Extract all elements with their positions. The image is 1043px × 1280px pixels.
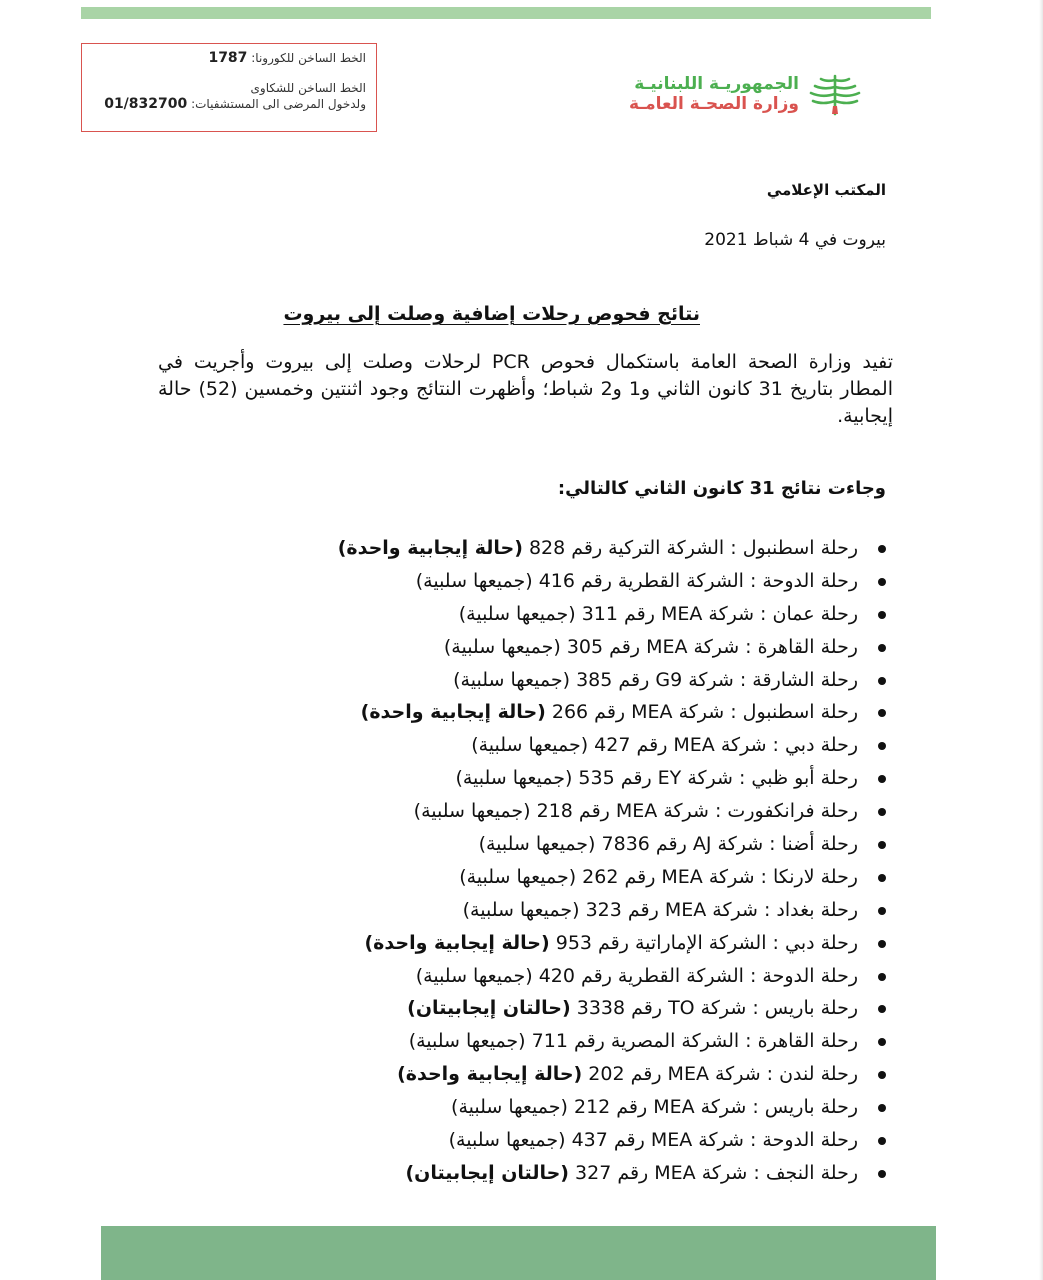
bullet-icon: [878, 775, 886, 783]
press-office-label: المكتب الإعلامي: [766, 181, 886, 199]
bullet-icon: [878, 709, 886, 717]
flight-result-item: [198, 729, 858, 762]
admission-hotline-number: 01/832700: [104, 96, 188, 112]
flight-results-list: [198, 532, 858, 1190]
intro-paragraph: تفيد وزارة الصحة العامة باستكمال فحوص PCR لرحلات وصلت إلى بيروت وأجريت في المطار بتاريخ 31 كانون الثاني و1 و2 شباط؛ وأظهرت النتائج وجود اثنتين وخمسين (52) حالة إيجابية.: [158, 351, 893, 427]
cedar-tree-icon: [805, 70, 865, 118]
bullet-icon: [878, 644, 886, 652]
admission-hotline: [92, 96, 366, 112]
bullet-icon: [878, 1104, 886, 1112]
flight-result-status: (جميعها سلبية): [451, 1096, 568, 1119]
flight-description: رحلة الدوحة : الشركة القطرية رقم 420: [532, 964, 858, 987]
corona-hotline: [92, 50, 366, 66]
results-subheading: وجاءت نتائج 31 كانون الثاني كالتالي:: [557, 478, 886, 499]
flight-result-item: [198, 696, 858, 729]
bullet-icon: [878, 1170, 886, 1178]
flight-description: رحلة فرانكفورت : شركة MEA رقم 218: [530, 800, 858, 823]
bullet-icon: [878, 1071, 886, 1079]
flight-description: رحلة لارنكا : شركة MEA رقم 262: [576, 865, 858, 888]
flight-description: رحلة الشارقة : شركة G9 رقم 385: [570, 668, 858, 691]
ministry-logo: [565, 70, 865, 120]
flight-description: رحلة دبي : شركة MEA رقم 427: [588, 734, 858, 757]
flight-result-status: (حالة إيجابية واحدة): [360, 701, 546, 724]
flight-description: رحلة اسطنبول : شركة MEA رقم 266: [545, 701, 858, 724]
flight-result-item: [198, 1058, 858, 1091]
flight-description: رحلة الدوحة : الشركة القطرية رقم 416: [532, 569, 858, 592]
flight-result-status: (جميعها سلبية): [459, 865, 577, 888]
bullet-icon: [878, 940, 886, 948]
flight-description: رحلة عمان : شركة MEA رقم 311: [575, 602, 858, 625]
flight-result-item: [198, 992, 858, 1025]
bullet-icon: [878, 808, 886, 816]
corona-hotline-number: 1787: [208, 50, 248, 66]
bullet-icon: [878, 841, 886, 849]
flight-result-status: (حالة إيجابية واحدة): [397, 1063, 583, 1086]
flight-result-status: (جميعها سلبية): [478, 833, 596, 856]
flight-result-item: [198, 927, 858, 960]
flight-result-status: (جميعها سلبية): [471, 734, 589, 757]
flight-result-status: (جميعها سلبية): [413, 800, 531, 823]
flight-result-status: (جميعها سلبية): [448, 1129, 566, 1152]
bullet-icon: [878, 874, 886, 882]
flight-result-status: (جميعها سلبية): [458, 602, 576, 625]
page-edge-shadow: [1039, 0, 1043, 1280]
hotline-box: [81, 43, 377, 132]
corona-hotline-label: الخط الساخن للكورونا:: [251, 51, 366, 65]
flight-result-item: [198, 532, 858, 565]
flight-description: رحلة الدوحة : شركة MEA رقم 437: [565, 1129, 858, 1152]
flight-result-item: [198, 960, 858, 993]
bullet-icon: [878, 611, 886, 619]
flight-description: رحلة أضنا : شركة AJ رقم 7836: [595, 833, 858, 856]
flight-result-status: (جميعها سلبية): [415, 569, 533, 592]
flight-result-item: [198, 795, 858, 828]
flight-description: رحلة باريس : شركة TO رقم 3338: [570, 997, 858, 1020]
logo-ministry-name: وزارة الصحـة العامـة: [628, 94, 799, 114]
logo-republic-name: الجمهوريـة اللبنانيـة: [634, 74, 799, 94]
flight-description: رحلة القاهرة : الشركة المصرية رقم 711: [525, 1030, 858, 1053]
spacer: [92, 66, 366, 80]
bullet-icon: [878, 1137, 886, 1145]
document-date: بيروت في 4 شباط 2021: [704, 230, 886, 250]
flight-result-status: (جميعها سلبية): [462, 898, 580, 921]
flight-description: رحلة بغداد : شركة MEA رقم 323: [579, 898, 858, 921]
flight-result-item: [198, 762, 858, 795]
flight-result-item: [198, 631, 858, 664]
bullet-icon: [878, 907, 886, 915]
flight-result-item: [198, 1157, 858, 1190]
flight-result-status: (جميعها سلبية): [453, 668, 571, 691]
flight-description: رحلة القاهرة : شركة MEA رقم 305: [560, 635, 858, 658]
flight-result-status: (جميعها سلبية): [455, 767, 573, 790]
document-headline: نتائج فحوص رحلات إضافية وصلت إلى بيروت: [283, 303, 700, 325]
flight-result-status: (جميعها سلبية): [443, 635, 561, 658]
flight-result-item: [198, 598, 858, 631]
top-decorative-bar: [81, 7, 931, 19]
bullet-icon: [878, 1005, 886, 1013]
bullet-icon: [878, 545, 886, 553]
flight-description: رحلة النجف : شركة MEA رقم 327: [568, 1161, 858, 1184]
flight-description: رحلة باريس : شركة MEA رقم 212: [567, 1096, 858, 1119]
admission-hotline-label: ولدخول المرضى الى المستشفيات:: [191, 97, 366, 111]
flight-description: رحلة اسطنبول : الشركة التركية رقم 828: [522, 537, 858, 559]
bullet-icon: [878, 742, 886, 750]
bullet-icon: [878, 578, 886, 586]
flight-result-item: [198, 1124, 858, 1157]
bottom-decorative-bar: [101, 1226, 936, 1280]
flight-description: رحلة أبو ظبي : شركة EY رقم 535: [572, 767, 858, 790]
flight-result-status: (جميعها سلبية): [415, 964, 533, 987]
flight-result-item: [198, 1091, 858, 1124]
flight-result-status: (حالة إيجابية واحدة): [364, 931, 550, 954]
logo-text: [629, 74, 799, 114]
flight-result-status: (حالتان إيجابيتان): [405, 1161, 569, 1184]
flight-result-item: [198, 1025, 858, 1058]
flight-result-item: [198, 828, 858, 861]
flight-result-status: (حالة إيجابية واحدة): [337, 537, 523, 559]
flight-result-status: (جميعها سلبية): [408, 1030, 526, 1053]
flight-result-item: [198, 861, 858, 894]
complaints-hotline-label: الخط الساخن للشكاوى: [250, 81, 366, 95]
flight-description: رحلة دبي : الشركة الإماراتية رقم 953: [549, 931, 858, 954]
flight-result-status: (حالتان إيجابيتان): [407, 997, 571, 1020]
flight-result-item: [198, 664, 858, 697]
flight-result-item: [198, 565, 858, 598]
bullet-icon: [878, 677, 886, 685]
bullet-icon: [878, 1038, 886, 1046]
bullet-icon: [878, 973, 886, 981]
flight-description: رحلة لندن : شركة MEA رقم 202: [582, 1063, 858, 1086]
flight-result-item: [198, 894, 858, 927]
